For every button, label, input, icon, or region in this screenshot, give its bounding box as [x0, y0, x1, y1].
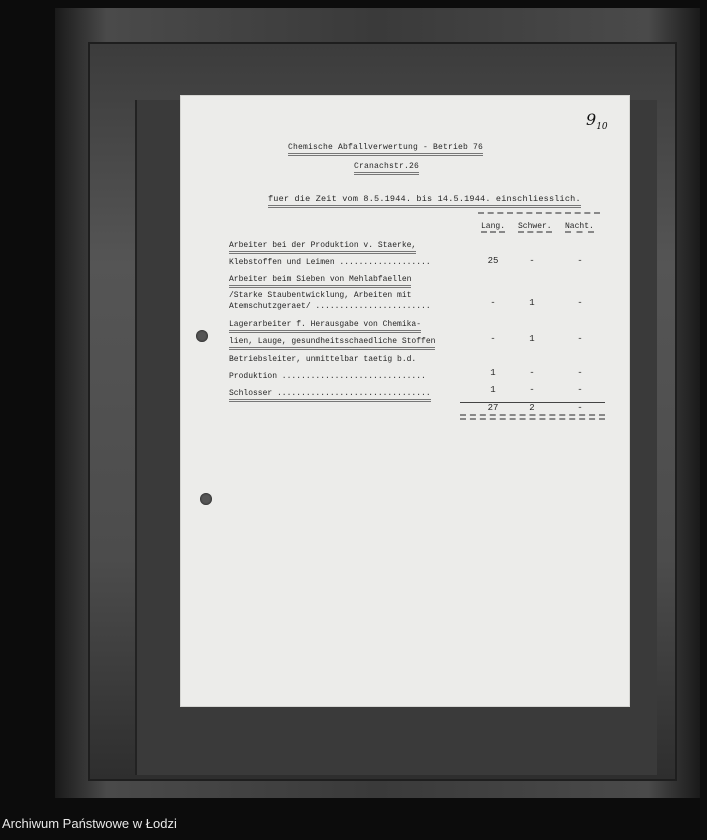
- cell-lang: 1: [490, 368, 496, 378]
- cell-schwer: 1: [529, 334, 535, 344]
- totals-rule-bottom: [460, 414, 605, 416]
- row-label-line: Schlosser ................................: [229, 389, 431, 402]
- row-label-line: Atemschutzgeraet/ ........................: [229, 302, 431, 311]
- period-dash-rule: [478, 212, 600, 214]
- column-header-nacht: Nacht.: [565, 222, 594, 231]
- row-label-line: Klebstoffen und Leimen ...................: [229, 258, 431, 267]
- cell-nacht: -: [577, 385, 583, 395]
- cell-lang: -: [490, 298, 496, 308]
- row-label-line: Arbeiter beim Sieben von Mehlabfaellen: [229, 275, 411, 288]
- cell-schwer: 1: [529, 298, 535, 308]
- cell-schwer: -: [529, 385, 535, 395]
- cell-nacht: -: [577, 256, 583, 266]
- row-label-line: Arbeiter bei der Produktion v. Staerke,: [229, 241, 416, 254]
- cell-nacht: -: [577, 368, 583, 378]
- row-label-line: Betriebsleiter, unmittelbar taetig b.d.: [229, 355, 417, 364]
- column-header-schwer: Schwer.: [518, 222, 552, 231]
- total-schwer: 2: [529, 403, 535, 413]
- row-label-line: /Starke Staubentwicklung, Arbeiten mit: [229, 291, 412, 300]
- column-header-lang: Lang.: [481, 222, 506, 231]
- row-label-line: lien, Lauge, gesundheitsschaedliche Stoffen: [229, 337, 435, 350]
- punch-hole-upper: [196, 330, 208, 342]
- cell-nacht: -: [577, 334, 583, 344]
- cell-nacht: -: [577, 298, 583, 308]
- document-address: Cranachstr.26: [354, 162, 419, 175]
- cell-lang: -: [490, 334, 496, 344]
- cell-lang: 1: [490, 385, 496, 395]
- cell-schwer: -: [529, 368, 535, 378]
- total-nacht: -: [577, 403, 583, 413]
- cell-lang: 25: [487, 256, 499, 266]
- document-period: fuer die Zeit vom 8.5.1944. bis 14.5.1944. einschliesslich.: [268, 194, 581, 208]
- totals-rule-double: [460, 418, 605, 420]
- punch-hole-lower: [200, 493, 212, 505]
- row-label-line: Lagerarbeiter f. Herausgabe von Chemika-: [229, 320, 421, 333]
- archive-watermark: Archiwum Państwowe w Łodzi: [2, 816, 177, 831]
- document-title: Chemische Abfallverwertung - Betrieb 76: [288, 143, 483, 156]
- cell-schwer: -: [529, 256, 535, 266]
- total-lang: 27: [487, 403, 499, 413]
- folio-number: $9_{10}$: [586, 110, 608, 133]
- row-label-line: Produktion ..............................: [229, 372, 426, 381]
